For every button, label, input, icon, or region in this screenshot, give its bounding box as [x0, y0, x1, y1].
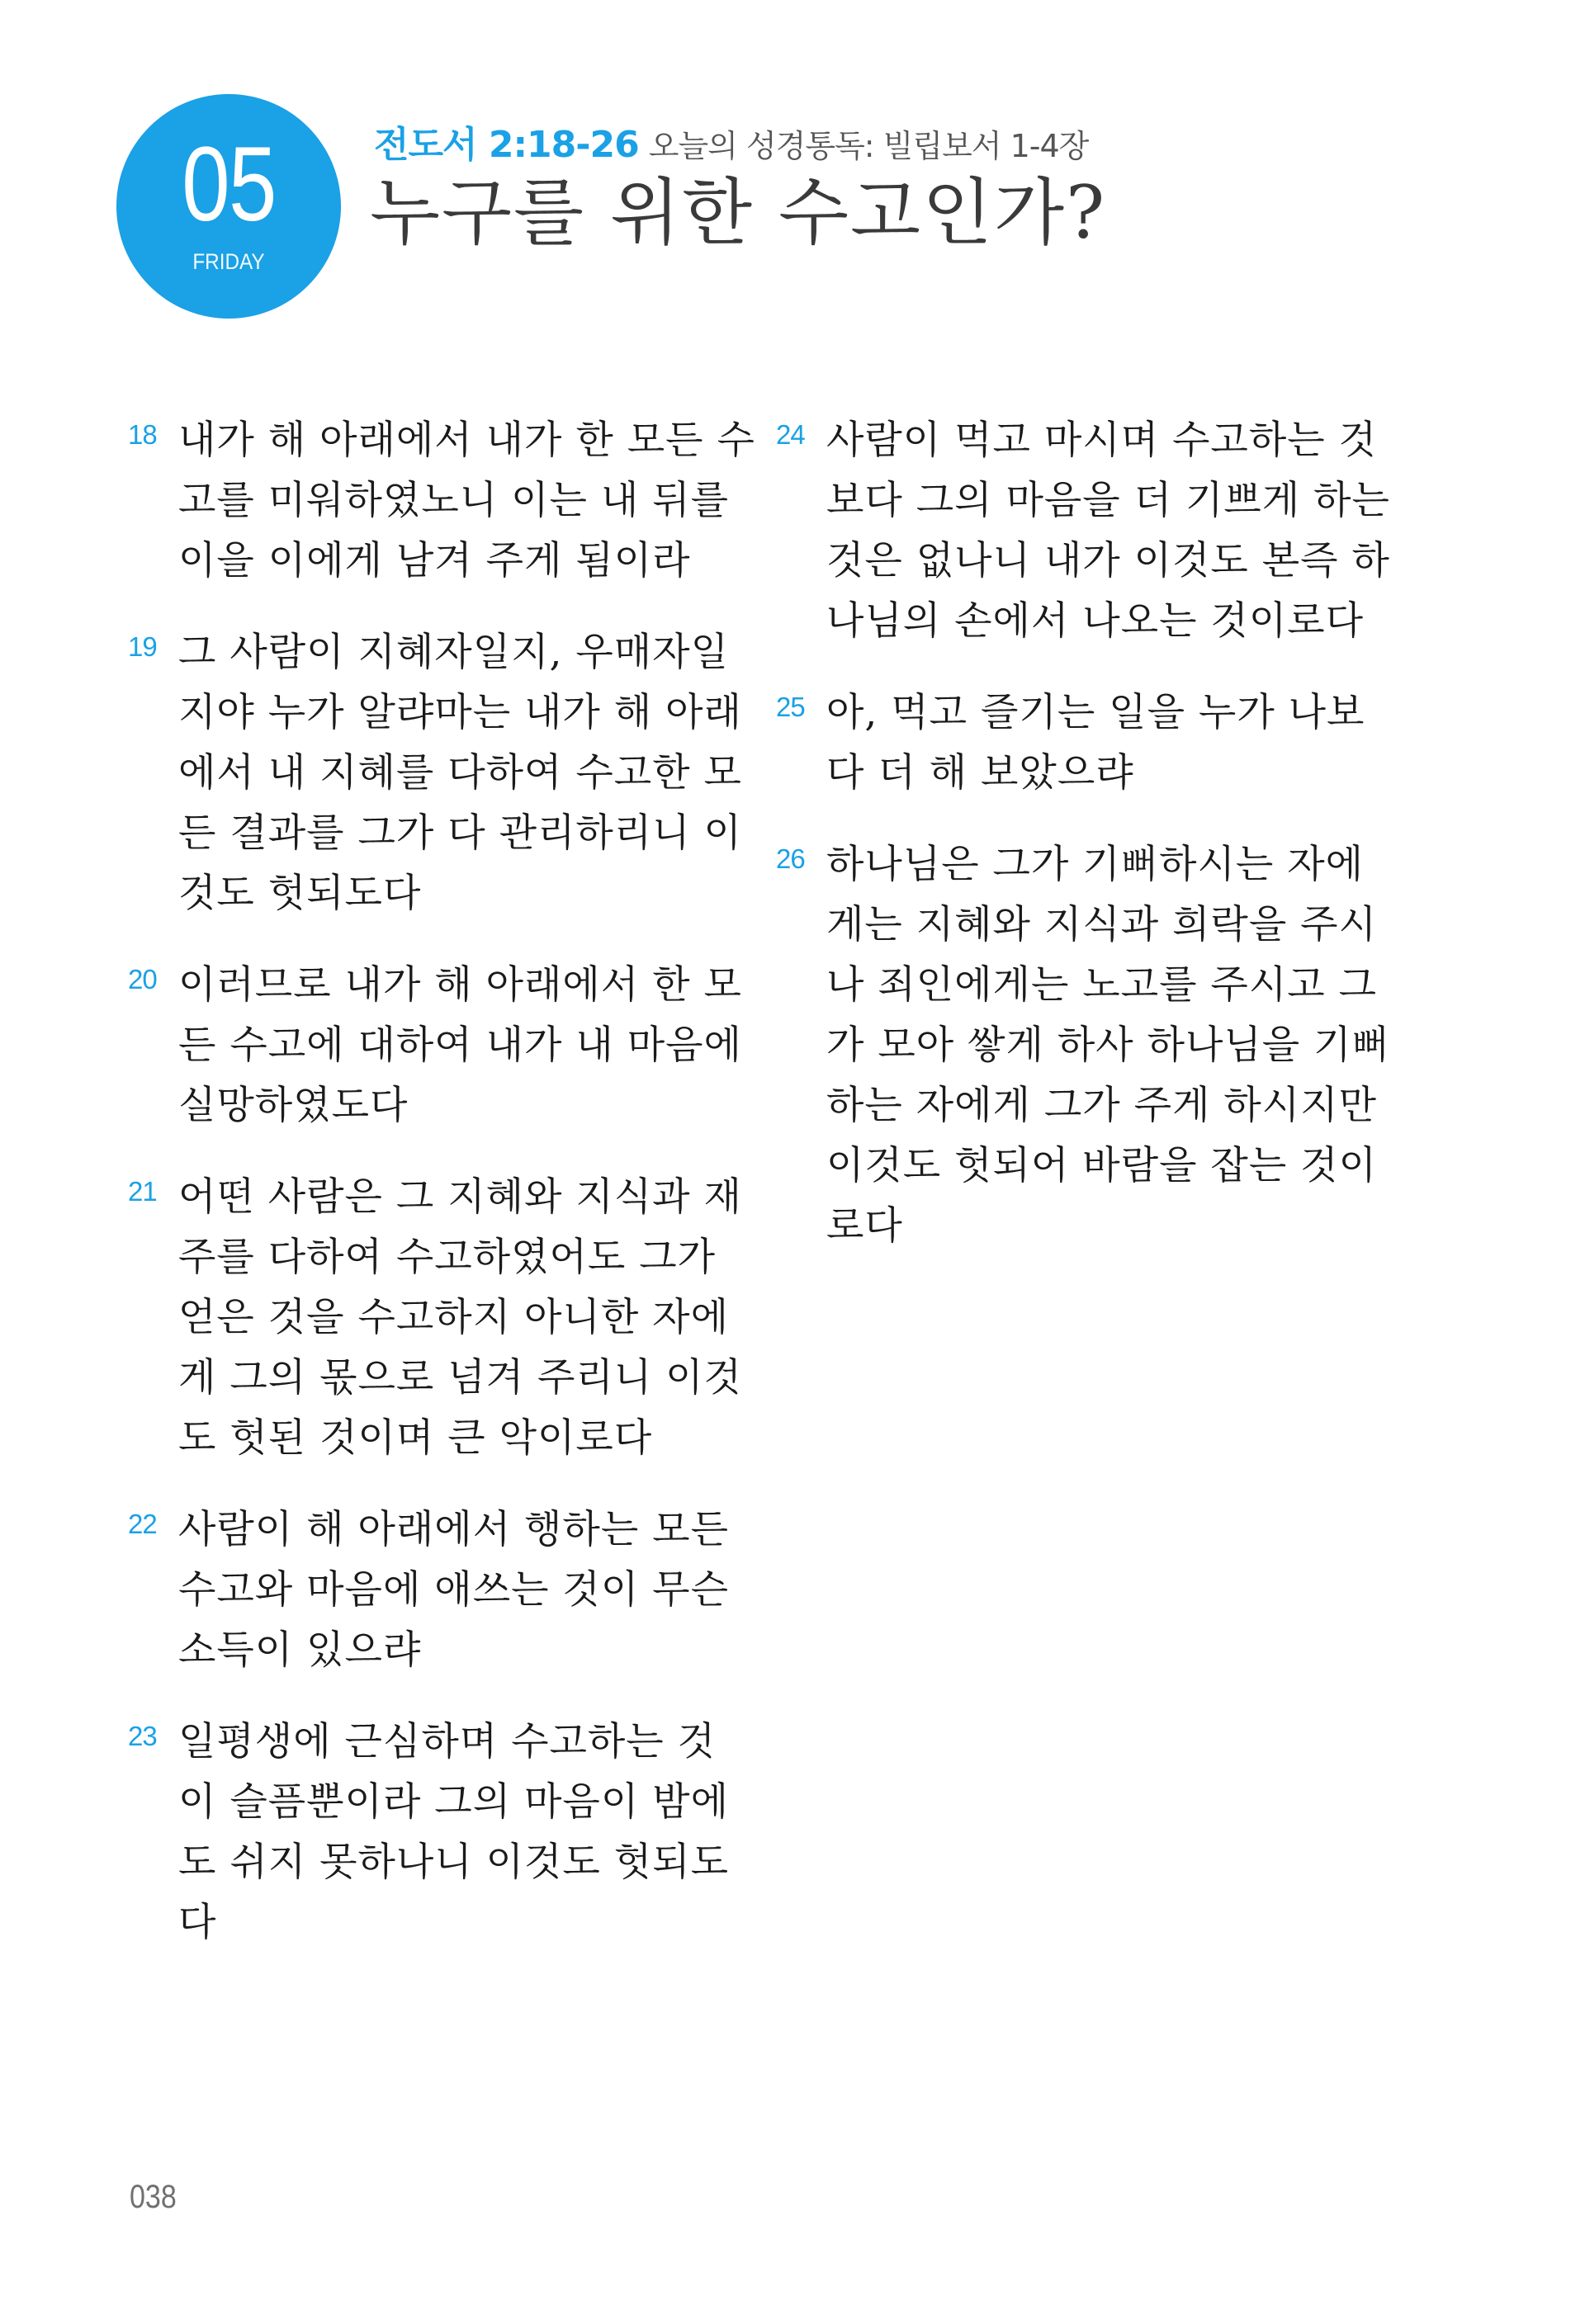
verse-line: 실망하였도다 [178, 1083, 409, 1128]
verse-number: 25 [776, 692, 805, 722]
verse-number: 24 [776, 419, 805, 450]
verse-column-left [124, 410, 755, 1984]
day-badge [116, 94, 341, 319]
verse-line: 고를 미워하였노니 이는 내 뒤를 [178, 478, 729, 523]
verse-line: 도 쉬지 못하나니 이것도 헛되도 [178, 1840, 729, 1885]
page-title: 누구를 위한 수고인가? [370, 170, 1107, 255]
verse-19 [124, 622, 742, 923]
verse-line: 게는 지혜와 지식과 희락을 주시 [826, 902, 1377, 947]
verse-line: 보다 그의 마음을 더 기쁘게 하는 [826, 478, 1390, 523]
verse-number: 20 [128, 964, 157, 994]
verse-18 [124, 410, 755, 591]
verse-23 [124, 1712, 735, 1953]
verse-number: 21 [128, 1176, 157, 1207]
verse-line: 이을 이에게 남겨 주게 됨이라 [178, 538, 691, 583]
verse-line: 얻은 것을 수고하지 아니한 자에 [178, 1295, 729, 1340]
verse-line: 사람이 해 아래에서 행하는 모든 [178, 1507, 729, 1552]
verse-22 [124, 1500, 735, 1680]
verse-number: 22 [128, 1509, 157, 1539]
verse-line: 나님의 손에서 나오는 것이로다 [826, 598, 1365, 644]
verse-line: 주를 다하여 수고하였어도 그가 [178, 1235, 717, 1280]
verse-number: 26 [776, 843, 805, 874]
verse-line: 나 죄인에게는 노고를 주시고 그 [826, 962, 1377, 1008]
verse-column-right [772, 410, 1390, 1287]
verse-line: 수고와 마음에 애쓰는 것이 무슨 [178, 1567, 729, 1613]
verse-line: 다 [178, 1900, 217, 1945]
page-number: 038 [130, 2179, 177, 2215]
verse-line: 하나님은 그가 기뻐하시는 자에 [826, 842, 1365, 887]
verse-line: 이것도 헛되어 바람을 잡는 것이 [826, 1143, 1377, 1188]
verse-number: 23 [128, 1721, 157, 1751]
verse-line: 든 결과를 그가 다 관리하리니 이 [178, 810, 742, 856]
verse-line: 가 모아 쌓게 하사 하나님을 기뻐 [826, 1023, 1390, 1068]
verse-24 [772, 410, 1390, 651]
verse-number: 18 [128, 419, 157, 450]
verse-line: 다 더 해 보았으랴 [826, 750, 1134, 796]
day-number: 05 [182, 125, 276, 243]
verse-26 [772, 834, 1390, 1256]
verse-line: 소득이 있으랴 [178, 1627, 422, 1673]
verse-number: 19 [128, 631, 157, 662]
verse-line: 지야 누가 알랴마는 내가 해 아래 [178, 690, 742, 735]
verse-line: 것도 헛되도다 [178, 871, 422, 916]
verse-line: 것은 없나니 내가 이것도 본즉 하 [826, 538, 1390, 583]
verse-line: 내가 해 아래에서 내가 한 모든 수 [178, 418, 755, 463]
verse-line: 이러므로 내가 해 아래에서 한 모 [178, 962, 742, 1008]
verse-line: 든 수고에 대하여 내가 내 마음에 [178, 1023, 742, 1068]
scripture-reference: 전도서 2:18-26 [374, 124, 639, 166]
verse-line: 그 사람이 지혜자일지, 우매자일 [178, 630, 729, 675]
daily-reading: 오늘의 성경통독: 빌립보서 1-4장 [648, 128, 1089, 164]
verse-line: 어떤 사람은 그 지혜와 지식과 재 [178, 1174, 742, 1220]
verse-20 [124, 955, 742, 1136]
verse-line: 게 그의 몫으로 넘겨 주리니 이것 [178, 1355, 742, 1401]
header-meta [374, 122, 1088, 176]
verse-line: 아, 먹고 즐기는 일을 누가 나보 [826, 690, 1365, 735]
verse-line: 에서 내 지혜를 다하여 수고한 모 [178, 750, 742, 796]
verse-line: 일평생에 근심하며 수고하는 것 [178, 1719, 717, 1764]
verse-21 [124, 1167, 742, 1468]
verse-line: 로다 [826, 1203, 903, 1249]
verse-line: 이 슬픔뿐이라 그의 마음이 밤에 [178, 1779, 729, 1825]
day-name: FRIDAY [192, 249, 265, 274]
verse-25 [772, 683, 1383, 803]
verse-line: 사람이 먹고 마시며 수고하는 것 [826, 418, 1377, 463]
verse-line: 도 헛된 것이며 큰 악이로다 [178, 1415, 653, 1461]
verse-line: 하는 자에게 그가 주게 하시지만 [826, 1083, 1377, 1128]
